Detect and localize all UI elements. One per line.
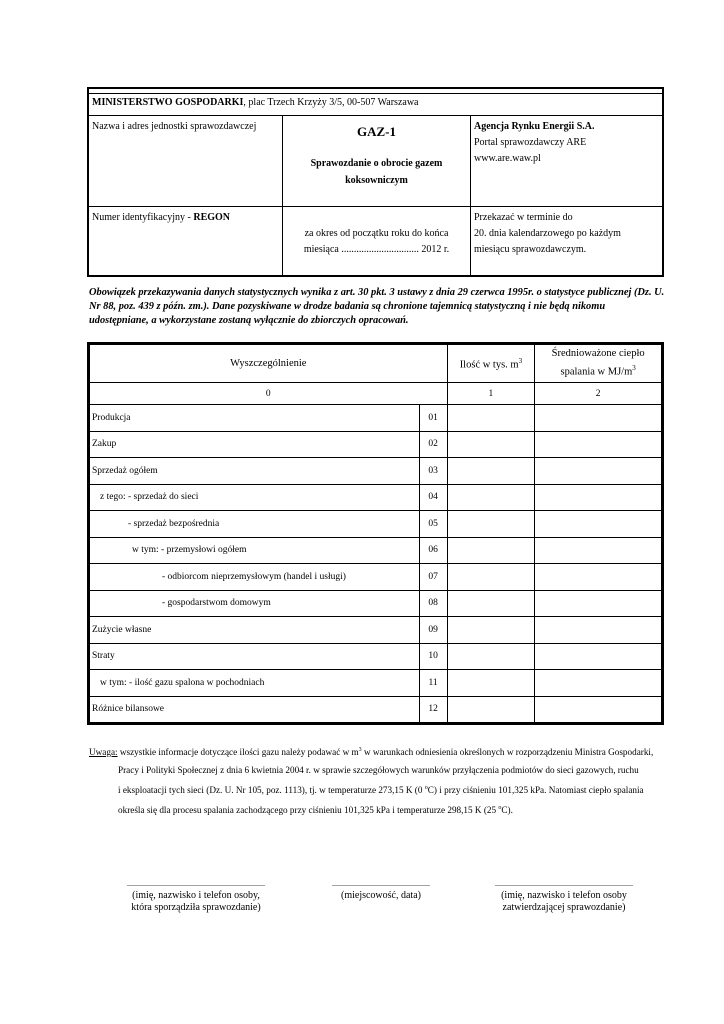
ministry-row [89, 89, 662, 116]
form-header [87, 87, 664, 277]
col-header-description: Wyszczególnienie [90, 345, 448, 383]
table-row [90, 643, 662, 670]
row-label: w tym: - ilość gazu spalona w pochodniach [90, 670, 420, 697]
row-code: 05 [419, 511, 447, 538]
quantity-field[interactable] [447, 590, 535, 617]
heat-value-field[interactable] [535, 458, 662, 485]
row-code: 01 [419, 405, 447, 432]
deadline-line1: Przekazać w terminie do [474, 212, 573, 223]
period-line1: za okres od początku roku do końca [304, 228, 449, 239]
agency-portal: Portal sprawozdawczy ARE [474, 137, 587, 148]
heat-value-field[interactable] [535, 670, 662, 697]
regon-label: Numer identyfikacyjny - REGON [92, 212, 231, 223]
quantity-field[interactable] [447, 643, 535, 670]
table-row [90, 458, 662, 485]
note-label: Uwaga: [89, 747, 118, 758]
note-text: Uwaga: wszystkie informacje dotyczące ilości gazu należy podawać w $m^3$ w warunkach odniesienia określonych w rozporządzeniu Ministra Gospodarki, Pracy i Polityki Społecznej z dnia 6 kwietnia 2004 r. w sprawie szczegółowych warunków przyłączenia podmiotów do sieci gazowych, ruchu i eksploatacji tych sieci (Dz. U. Nr 105, poz. 1113), tj. w temperaturze 273,15 K (0 $^o$C) i przy ciśnieniu 101,325 kPa. Natomiast ciepło spalania określa się dla procesu spalania zachodzącego przy ciśnieniu 101,325 kPa i temperaturze 298,15 K (25 $^o$C). [89, 747, 654, 816]
row-code: 12 [419, 696, 447, 723]
quantity-field[interactable] [447, 564, 535, 591]
row-label: Zużycie własne [90, 617, 420, 644]
data-table [87, 342, 664, 725]
col-header-quantity: Ilość w tys. $m^3$ [447, 345, 535, 383]
table-row [90, 431, 662, 458]
quantity-field[interactable] [447, 537, 535, 564]
form-title-line2: koksowniczym [345, 175, 408, 186]
row-code: 06 [419, 537, 447, 564]
ministry-address: MINISTERSTWO GOSPODARKI, plac Trzech Krzyży 3/5, 00-507 Warszawa [92, 97, 419, 108]
row-label: Straty [90, 643, 420, 670]
table-row [90, 537, 662, 564]
quantity-field[interactable] [447, 696, 535, 723]
col-number-1: 1 [447, 383, 535, 405]
row-label: w tym: - przemysłowi ogółem [90, 537, 420, 564]
row-label: Produkcja [90, 405, 420, 432]
ministry-name: MINISTERSTWO GOSPODARKI [92, 97, 244, 108]
table-row [90, 590, 662, 617]
row-code: 02 [419, 431, 447, 458]
table-row [90, 617, 662, 644]
deadline-line2: 20. dnia kalendarzowego po każdym [474, 228, 621, 239]
column-number-row [90, 383, 662, 405]
table-header-row [90, 345, 662, 383]
agency-url: www.are.waw.pl [474, 153, 541, 164]
deadline-line3: miesiącu sprawozdawczym. [474, 244, 587, 255]
col-number-0: 0 [90, 383, 448, 405]
signature-preparer: ..................................................................... (imię, nazwisko i telefon osoby, która sporządziła sprawozdanie) [127, 879, 265, 913]
heat-value-field[interactable] [535, 431, 662, 458]
row-label: Różnice bilansowe [90, 696, 420, 723]
period-line2: miesiąca ............................... 2012 r. [303, 244, 450, 255]
quantity-field[interactable] [447, 670, 535, 697]
quantity-field[interactable] [447, 431, 535, 458]
row-code: 11 [419, 670, 447, 697]
form-title-line1: Sprawozdanie o obrocie gazem [310, 158, 443, 169]
row-code: 07 [419, 564, 447, 591]
row-label: - odbiorcom nieprzemysłowym (handel i usługi) [90, 564, 420, 591]
row-label: - gospodarstwom domowym [90, 590, 420, 617]
row-label: - sprzedaż bezpośrednia [90, 511, 420, 538]
row-label: Sprzedaż ogółem [90, 458, 420, 485]
row-code: 04 [419, 484, 447, 511]
signature-place-date: ................................................. (miejscowość, data) [332, 879, 430, 901]
heat-value-field[interactable] [535, 405, 662, 432]
quantity-field[interactable] [447, 484, 535, 511]
heat-value-field[interactable] [535, 590, 662, 617]
row-code: 09 [419, 617, 447, 644]
table-row [90, 696, 662, 723]
unit-name-label: Nazwa i adres jednostki sprawozdawczej [92, 121, 257, 132]
quantity-field[interactable] [447, 458, 535, 485]
row-code: 10 [419, 643, 447, 670]
table-row [90, 405, 662, 432]
heat-value-field[interactable] [535, 617, 662, 644]
signature-approver: ..................................................................... (imię, nazwisko i telefon osoby zatwierdzającej sprawozdanie) [495, 879, 633, 913]
heat-value-field[interactable] [535, 564, 662, 591]
table-row [90, 564, 662, 591]
row-code: 08 [419, 590, 447, 617]
quantity-field[interactable] [447, 405, 535, 432]
form-code: GAZ-1 [357, 124, 396, 139]
heat-value-field[interactable] [535, 696, 662, 723]
statistical-obligation-text: Obowiązek przekazywania danych statystycznych wynika z art. 30 pkt. 3 ustawy z dnia 29 czerwca 1995r. o statystyce publicznej (Dz. U. Nr 88, poz. 439 z późn. zm.). Dane pozyskiwane w drodze badania są chronione tajemnicą statystyczną i nie będą nikomu udostępniane, a wykorzystane zostaną wyłącznie do zbiorczych opracowań. [89, 287, 665, 326]
quantity-field[interactable] [447, 511, 535, 538]
row-code: 03 [419, 458, 447, 485]
row-label: Zakup [90, 431, 420, 458]
heat-value-field[interactable] [535, 537, 662, 564]
col-number-2: 2 [535, 383, 662, 405]
row-label: z tego: - sprzedaż do sieci [90, 484, 420, 511]
quantity-field[interactable] [447, 617, 535, 644]
agency-name: Agencja Rynku Energii S.A. [474, 121, 595, 132]
heat-value-field[interactable] [535, 484, 662, 511]
table-row [90, 511, 662, 538]
table-row [90, 484, 662, 511]
heat-value-field[interactable] [535, 643, 662, 670]
heat-value-field[interactable] [535, 511, 662, 538]
col-header-heat-value: Średnioważone ciepło spalania w $MJ/m^3$ [535, 345, 662, 383]
table-row [90, 670, 662, 697]
